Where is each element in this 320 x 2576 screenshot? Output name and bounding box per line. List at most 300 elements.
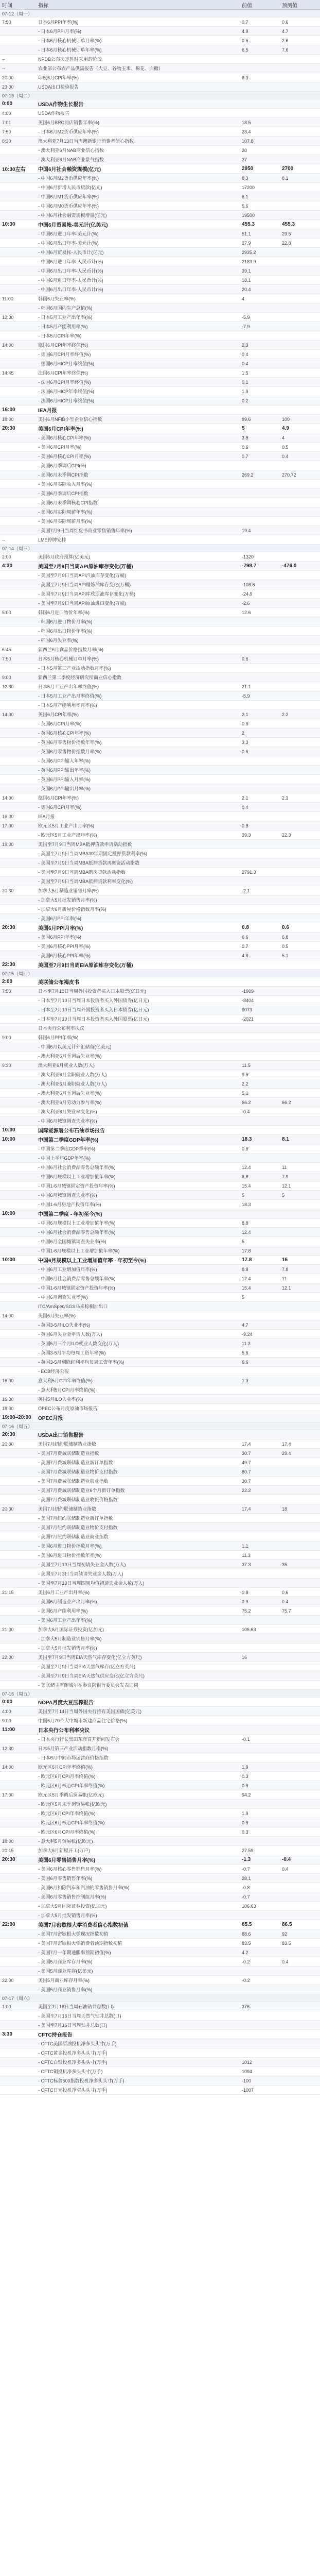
table-row: [0, 821, 320, 831]
table-row: [0, 118, 320, 127]
row-indicator: - 英国6月零售物价指数月率(%): [36, 747, 240, 756]
row-previous-value: [240, 784, 280, 793]
row-indicator: - 美联储主席鲍威尔在参议院银行委员会发表证词: [36, 1681, 240, 1690]
table-row: [0, 517, 320, 526]
row-indicator: - 美国6月未季调CPI指数: [36, 470, 240, 480]
row-time: 10:00: [0, 1209, 36, 1218]
row-indicator: - 加拿大5月批发销售月率(%): [36, 895, 240, 905]
row-forecast-value: [280, 877, 320, 886]
row-indicator: - 美国至7月9日当周MBA抵押贷款再融资活动指数: [36, 858, 240, 868]
row-time: [0, 1735, 36, 1744]
row-forecast-value: [280, 2002, 320, 2011]
row-indicator: - 中国第二季度GDP季率(%): [36, 1144, 240, 1154]
row-indicator: - 中国上半年GDP年率(%): [36, 1154, 240, 1163]
row-forecast-value: [280, 183, 320, 192]
table-row: [0, 1874, 320, 1883]
row-time: 20:00: [0, 73, 36, 82]
row-previous-value: 8.8: [240, 1218, 280, 1228]
row-forecast-value: [280, 1532, 320, 1541]
row-indicator: - 欧元区6月CPI月率终值(%): [36, 1772, 240, 1781]
row-time: [0, 1560, 36, 1569]
row-indicator: - CFTC铜投机净多头头寸(万手): [36, 2067, 240, 2076]
row-time: 18:00: [0, 1837, 36, 1846]
row-forecast-value: [280, 617, 320, 626]
row-indicator: 美国至7月9日当周MBA抵押贷款申请活动指数: [36, 840, 240, 849]
row-indicator: - 日本5月CPI年率(%): [36, 331, 240, 341]
row-forecast-value: 7.6: [280, 45, 320, 55]
row-forecast-value: 83.5: [280, 1939, 320, 1948]
row-time: 4:00: [0, 109, 36, 118]
row-indicator: - 中国6月社会消费品零售总额年率(%): [36, 1274, 240, 1283]
row-forecast-value: 2.3: [280, 793, 320, 803]
row-time: [0, 155, 36, 164]
row-previous-value: 2935.2: [240, 248, 280, 257]
row-forecast-value: 7.9: [280, 1172, 320, 1181]
row-indicator: 英国6月失业率(%): [36, 1311, 240, 1320]
row-indicator: - 美国6月PPI年率(%): [36, 914, 240, 923]
row-previous-value: 0.8: [240, 923, 280, 933]
row-indicator: - 欧元区6月CPI月率终值(%): [36, 1827, 240, 1837]
row-forecast-value: [280, 266, 320, 276]
table-row: [0, 1209, 320, 1218]
row-previous-value: [240, 109, 280, 118]
row-previous-value: [240, 64, 280, 73]
table-row: [0, 942, 320, 951]
table-row: [0, 886, 320, 895]
row-indicator: IEA月报: [36, 812, 240, 821]
row-forecast-value: [280, 276, 320, 285]
row-forecast-value: [280, 738, 320, 747]
row-previous-value: [240, 960, 280, 970]
row-time: [0, 1662, 36, 1671]
row-indicator: - 日本央行行长黑田东彦召开新闻发布会: [36, 1735, 240, 1744]
table-row: [0, 1458, 320, 1467]
table-row: [0, 2002, 320, 2011]
row-previous-value: [240, 517, 280, 526]
row-previous-value: -2.6: [240, 599, 280, 608]
row-time: 9:00: [0, 673, 36, 682]
row-time: [0, 1643, 36, 1653]
table-row: [0, 1865, 320, 1874]
row-time: 7:50: [0, 654, 36, 664]
table-row: [0, 1662, 320, 1671]
row-forecast-value: -0.4: [280, 1855, 320, 1865]
row-indicator: - 美国至7月3日当周续请失业金人数(万人): [36, 1569, 240, 1579]
row-indicator: 加拿大6月新屋开工(万户): [36, 1846, 240, 1855]
row-indicator: - 美国至7月9日当周MBA30年期固定抵押贷款利率(%): [36, 849, 240, 858]
date-label: 07-17（周六）: [0, 1994, 320, 2002]
row-time: [0, 266, 36, 276]
table-row: [0, 1385, 320, 1395]
row-forecast-value: [280, 1892, 320, 1902]
row-previous-value: [240, 877, 280, 886]
row-time: [0, 1237, 36, 1246]
row-previous-value: 1.3: [240, 1376, 280, 1385]
row-previous-value: [240, 840, 280, 849]
row-indicator: - 德国6月CPI月率终值(%): [36, 350, 240, 359]
row-previous-value: 6.5: [240, 45, 280, 55]
row-time: [0, 396, 36, 405]
row-forecast-value: 455.3: [280, 220, 320, 229]
row-time: [0, 1495, 36, 1504]
row-time: [0, 626, 36, 636]
row-indicator: 美国至7月9日当周EIA天然气库存变化(亿立方英尺): [36, 1653, 240, 1662]
row-indicator: - 美国7月纽约联储制造业就业指数: [36, 1532, 240, 1541]
date-label: 07-12（周一）: [0, 10, 320, 18]
row-forecast-value: [280, 987, 320, 996]
table-row: [0, 192, 320, 201]
table-row: [0, 1541, 320, 1551]
row-forecast-value: 29.5: [280, 229, 320, 239]
row-previous-value: 49.7: [240, 1458, 280, 1467]
row-forecast-value: [280, 517, 320, 526]
row-time: [0, 877, 36, 886]
table-header: [0, 0, 320, 10]
row-previous-value: 0.9: [240, 1818, 280, 1827]
row-previous-value: [240, 766, 280, 775]
row-forecast-value: 0.4: [280, 1597, 320, 1606]
row-time: [0, 1948, 36, 1957]
table-row: [0, 589, 320, 599]
row-previous-value: 37.3: [240, 1560, 280, 1569]
row-forecast-value: [280, 1228, 320, 1237]
table-row: [0, 55, 320, 64]
row-indicator: - 欧元区6月CPI年率终值(%): [36, 1809, 240, 1818]
row-forecast-value: [280, 396, 320, 405]
row-forecast-value: [280, 960, 320, 970]
row-time: 20:15: [0, 1846, 36, 1855]
row-time: 11:00: [0, 294, 36, 303]
row-previous-value: 94.2: [240, 1790, 280, 1800]
column-header-indicator[interactable]: 指标: [36, 0, 240, 10]
row-time: [0, 580, 36, 589]
row-indicator: - 美国5月商业销售月率(%): [36, 1985, 240, 1994]
table-row: [0, 812, 320, 821]
table-row: [0, 1116, 320, 1126]
table-row: [0, 636, 320, 645]
row-time: [0, 480, 36, 489]
row-time: [0, 1818, 36, 1827]
row-time: [0, 183, 36, 192]
table-row: [0, 571, 320, 580]
table-row: [0, 1948, 320, 1957]
table-row: [0, 378, 320, 387]
date-separator-row: [0, 1994, 320, 2002]
table-row: [0, 1744, 320, 1753]
row-forecast-value: [280, 1643, 320, 1653]
row-indicator: - 澳大利亚6月NAB商业景气指数: [36, 155, 240, 164]
row-time: 17:00: [0, 821, 36, 831]
row-previous-value: 0.8: [240, 821, 280, 831]
row-forecast-value: 0.6: [280, 923, 320, 933]
row-previous-value: 2.1: [240, 793, 280, 803]
row-indicator: 日本6月PPI年率(%): [36, 18, 240, 27]
row-time: [0, 1449, 36, 1458]
table-row: [0, 626, 320, 636]
row-time: [0, 691, 36, 701]
table-row: [0, 1052, 320, 1061]
row-indicator: 美联储公布褐皮书: [36, 977, 240, 987]
table-row: [0, 987, 320, 996]
row-time: [0, 1042, 36, 1052]
row-indicator: - CFTC标普500指数投机净多头头寸(万手): [36, 2076, 240, 2086]
row-time: 14:00: [0, 1762, 36, 1772]
row-indicator: 澳大利亚7月13日当周澳新银行消费者信心指数: [36, 137, 240, 146]
row-time: 14:45: [0, 368, 36, 378]
table-row: [0, 1376, 320, 1385]
row-time: [0, 1163, 36, 1172]
row-previous-value: [240, 2039, 280, 2048]
table-row: [0, 1181, 320, 1191]
row-time: [0, 1753, 36, 1762]
row-time: 5:00: [0, 608, 36, 617]
row-forecast-value: [280, 368, 320, 378]
row-forecast-value: [280, 849, 320, 858]
table-row: [0, 461, 320, 470]
table-row: [0, 1681, 320, 1690]
row-previous-value: [240, 1404, 280, 1413]
table-row: [0, 1643, 320, 1653]
row-indicator: 美国6月PPI月率(%): [36, 923, 240, 933]
row-previous-value: 22.2: [240, 1486, 280, 1495]
table-row: [0, 18, 320, 27]
table-row: [0, 2067, 320, 2076]
table-row: [0, 1772, 320, 1781]
row-forecast-value: 22.3: [280, 831, 320, 840]
table-row: [0, 498, 320, 507]
row-time: [0, 1985, 36, 1994]
row-time: [0, 1070, 36, 1079]
row-previous-value: 83.5: [240, 1939, 280, 1948]
row-time: [0, 775, 36, 784]
row-time: [0, 1865, 36, 1874]
row-indicator: 中国6月70个大中城市新建商品住宅价格(%): [36, 1716, 240, 1725]
row-previous-value: 21.1: [240, 682, 280, 691]
row-indicator: 美国6月NFIB小型企业信心指数: [36, 415, 240, 424]
row-forecast-value: 35: [280, 1560, 320, 1569]
row-time: [0, 914, 36, 923]
row-forecast-value: [280, 201, 320, 211]
table-row: [0, 1079, 320, 1089]
row-previous-value: 0.6: [240, 719, 280, 728]
row-forecast-value: [280, 1144, 320, 1154]
row-previous-value: -0.2: [240, 1957, 280, 1967]
column-header-forecast[interactable]: 预测值: [280, 0, 320, 10]
row-forecast-value: [280, 127, 320, 137]
row-time: [0, 1883, 36, 1892]
table-row: [0, 1430, 320, 1439]
row-previous-value: 107.8: [240, 137, 280, 146]
row-indicator: - 英国6月零售物价指数年率(%): [36, 738, 240, 747]
row-indicator: 美国至7月9日当周EIA原油库存变化(万桶): [36, 960, 240, 970]
row-previous-value: [240, 1579, 280, 1588]
column-header-previous[interactable]: 前值: [240, 0, 280, 10]
row-indicator: 中国6月社会融资规模(亿元): [36, 164, 240, 174]
row-previous-value: 30.7: [240, 1477, 280, 1486]
row-previous-value: 11.3: [240, 1551, 280, 1560]
row-time: [0, 2058, 36, 2067]
row-forecast-value: [280, 766, 320, 775]
row-forecast-value: [280, 654, 320, 664]
row-time: [0, 1024, 36, 1033]
row-forecast-value: [280, 571, 320, 580]
table-body: [0, 10, 320, 2095]
table-row: [0, 868, 320, 877]
row-forecast-value: [280, 285, 320, 294]
row-forecast-value: 0.6: [280, 1588, 320, 1597]
table-row: [0, 82, 320, 92]
row-indicator: - 美国7月费城联储制造业物价支付指数: [36, 1467, 240, 1477]
column-header-time[interactable]: 时间: [0, 0, 36, 10]
row-previous-value: 0.4: [240, 359, 280, 368]
table-row: [0, 1172, 320, 1181]
row-previous-value: -0.2: [240, 1976, 280, 1985]
row-time: [0, 996, 36, 1005]
table-row: [0, 849, 320, 858]
table-row: [0, 127, 320, 137]
row-previous-value: -798.7: [240, 562, 280, 571]
row-time: [0, 350, 36, 359]
row-time: [0, 2039, 36, 2048]
table-row: [0, 64, 320, 73]
row-previous-value: [240, 1634, 280, 1643]
table-row: [0, 294, 320, 303]
row-previous-value: [240, 1967, 280, 1976]
row-indicator: - 中国6月M1货币供应年率(%): [36, 192, 240, 201]
row-indicator: - 中国6月出口年率-美元计(%): [36, 239, 240, 248]
table-row: [0, 775, 320, 784]
row-previous-value: [240, 1413, 280, 1422]
row-previous-value: [240, 461, 280, 470]
row-time: [0, 517, 36, 526]
row-forecast-value: [280, 803, 320, 812]
row-forecast-value: [280, 1033, 320, 1042]
row-previous-value: -1007: [240, 2086, 280, 2095]
row-forecast-value: [280, 886, 320, 895]
row-indicator: - 英国6月失业金申请人数(万人): [36, 1330, 240, 1339]
row-forecast-value: 2.2: [280, 710, 320, 719]
row-previous-value: [240, 571, 280, 580]
table-row: [0, 1449, 320, 1458]
table-row: [0, 1781, 320, 1790]
date-label: 07-13（周二）: [0, 92, 320, 99]
row-time: [0, 1551, 36, 1560]
row-time: [0, 1116, 36, 1126]
row-forecast-value: 17.4: [280, 1439, 320, 1449]
table-row: [0, 1228, 320, 1237]
row-time: [0, 1957, 36, 1967]
row-indicator: - 韩国6月失业率(%): [36, 636, 240, 645]
row-previous-value: 2: [240, 728, 280, 738]
row-previous-value: -0.7: [240, 1892, 280, 1902]
table-row: [0, 276, 320, 285]
row-forecast-value: [280, 109, 320, 118]
row-forecast-value: [280, 211, 320, 220]
row-time: [0, 1191, 36, 1200]
row-previous-value: 0.7: [240, 452, 280, 461]
table-row: [0, 155, 320, 164]
row-time: [0, 498, 36, 507]
table-row: [0, 682, 320, 691]
row-indicator: - 美国至7月9日当周API原油进口变化(万桶): [36, 599, 240, 608]
table-row: [0, 322, 320, 331]
row-forecast-value: [280, 728, 320, 738]
row-forecast-value: 5: [280, 1191, 320, 1200]
row-previous-value: 1.9: [240, 1809, 280, 1818]
row-indicator: - 美国至7月10日当周四周均值初请失业金人数(万人): [36, 1579, 240, 1588]
row-time: 1:00: [0, 2002, 36, 2011]
row-previous-value: 376: [240, 2002, 280, 2011]
row-indicator: 美国至7月16日当周石油钻井总数(口): [36, 2002, 240, 2011]
table-row: [0, 803, 320, 812]
table-row: [0, 1716, 320, 1725]
row-forecast-value: 7.8: [280, 1265, 320, 1274]
row-time: 4:30: [0, 562, 36, 571]
row-previous-value: 28.1: [240, 1874, 280, 1883]
row-previous-value: [240, 1209, 280, 1218]
row-time: [0, 1144, 36, 1154]
row-previous-value: [240, 55, 280, 64]
row-previous-value: [240, 756, 280, 766]
row-forecast-value: [280, 1569, 320, 1579]
table-row: [0, 350, 320, 359]
row-previous-value: [240, 1126, 280, 1135]
row-forecast-value: [280, 1061, 320, 1070]
row-time: 8:30: [0, 137, 36, 146]
row-indicator: 韩国6月进口物价年率(%): [36, 608, 240, 617]
row-forecast-value: [280, 645, 320, 654]
row-indicator: - 美国6月进口物价指数月率(%): [36, 1541, 240, 1551]
row-forecast-value: [280, 682, 320, 691]
row-indicator: - 意大利5月CPI月率终值(%): [36, 1385, 240, 1395]
row-forecast-value: [280, 1385, 320, 1395]
row-indicator: 日本至7月10日当周外国投资者买入日本股票(亿日元): [36, 987, 240, 996]
row-time: [0, 507, 36, 517]
row-time: 22:30: [0, 960, 36, 970]
table-row: [0, 1790, 320, 1800]
row-indicator: - 法国6月HICP年率终值(%): [36, 387, 240, 396]
row-time: 22:00: [0, 1653, 36, 1662]
row-forecast-value: [280, 756, 320, 766]
row-forecast-value: [280, 1413, 320, 1422]
row-time: 2:00: [0, 977, 36, 987]
table-row: [0, 1107, 320, 1116]
row-indicator: - 美国7月费城联储制造业就业指数: [36, 1477, 240, 1486]
row-previous-value: [240, 1024, 280, 1033]
row-forecast-value: 0.4: [280, 452, 320, 461]
table-row: [0, 201, 320, 211]
table-row: [0, 489, 320, 498]
row-indicator: - 美国7月9日当周红皮书商业零售销售年率(%): [36, 526, 240, 535]
row-forecast-value: [280, 747, 320, 756]
table-row: [0, 1902, 320, 1911]
row-previous-value: 106.63: [240, 1902, 280, 1911]
row-previous-value: 17.4: [240, 1439, 280, 1449]
row-indicator: - 澳大利亚6月全职就业人数(万人): [36, 1070, 240, 1079]
row-time: [0, 571, 36, 580]
table-row: [0, 443, 320, 452]
row-forecast-value: [280, 784, 320, 793]
row-indicator: - 日本至7月10日当周日本投资者买入外国股票(亿日元): [36, 1014, 240, 1024]
row-time: [0, 1218, 36, 1228]
row-previous-value: [240, 331, 280, 341]
row-forecast-value: [280, 1541, 320, 1551]
table-row: [0, 526, 320, 535]
row-forecast-value: 11: [280, 1163, 320, 1172]
row-forecast-value: [280, 322, 320, 331]
row-indicator: - 美国7月一年期通胀率预期初值(%): [36, 1948, 240, 1957]
row-indicator: 美国7月纽约联储制造业指数: [36, 1504, 240, 1514]
